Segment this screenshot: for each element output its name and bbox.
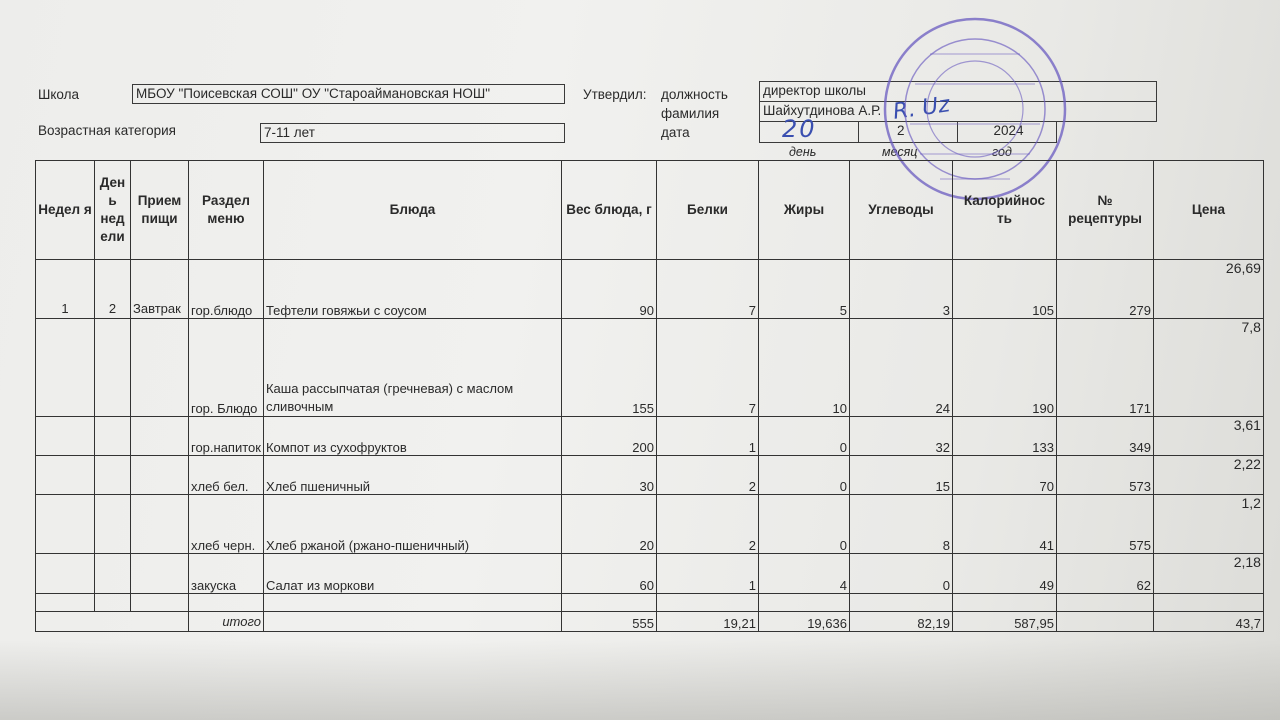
protein-cell: 2 bbox=[656, 456, 758, 495]
weight-cell: 155 bbox=[561, 319, 656, 417]
section-cell: закуска bbox=[189, 554, 264, 594]
fat-cell: 0 bbox=[758, 495, 849, 554]
protein-cell: 1 bbox=[656, 417, 758, 456]
col-header-protein: Белки bbox=[656, 161, 758, 260]
weight-cell: 60 bbox=[561, 554, 656, 594]
recipe-cell: 62 bbox=[1056, 554, 1153, 594]
price-cell: 2,22 bbox=[1153, 456, 1263, 495]
total-fat: 19,636 bbox=[758, 612, 849, 632]
price-cell: 2,18 bbox=[1153, 554, 1263, 594]
col-header-carbs: Углеводы bbox=[849, 161, 952, 260]
carbs-cell: 24 bbox=[849, 319, 952, 417]
approved-label: Утвердил: bbox=[583, 87, 647, 102]
signature: R. Uz bbox=[891, 92, 952, 125]
protein-cell: 7 bbox=[656, 319, 758, 417]
surname-value: Шайхутдинова А.Р. bbox=[759, 101, 1157, 122]
age-value: 7-11 лет bbox=[260, 123, 565, 143]
table-row bbox=[36, 319, 1264, 417]
date-day-handwritten: 20 bbox=[782, 115, 817, 143]
carbs-cell: 32 bbox=[849, 417, 952, 456]
bottom-shadow bbox=[0, 640, 1280, 720]
recipe-cell: 575 bbox=[1056, 495, 1153, 554]
position-value: директор школы bbox=[759, 81, 1157, 102]
weight-cell: 20 bbox=[561, 495, 656, 554]
col-header-section: Раздел меню bbox=[189, 161, 264, 260]
col-header-day: Ден ь нед ели bbox=[95, 161, 131, 260]
total-label: итого bbox=[189, 612, 264, 632]
surname-label: фамилия bbox=[661, 106, 720, 121]
col-header-meal: Прием пищи bbox=[131, 161, 189, 260]
table-spacer-row bbox=[36, 594, 1264, 612]
col-header-recipe: № рецептуры bbox=[1056, 161, 1153, 260]
month-caption: месяц bbox=[882, 145, 918, 159]
table-row bbox=[36, 495, 1264, 554]
total-carbs: 82,19 bbox=[849, 612, 952, 632]
carbs-cell: 0 bbox=[849, 554, 952, 594]
age-label: Возрастная категория bbox=[38, 123, 176, 138]
date-month: 2 bbox=[858, 121, 958, 143]
school-label: Школа bbox=[38, 87, 80, 102]
total-row bbox=[36, 612, 1264, 632]
section-cell: гор. Блюдо bbox=[189, 319, 264, 417]
date-year: 2024 bbox=[957, 121, 1057, 143]
fat-cell: 0 bbox=[758, 417, 849, 456]
dish-cell: Компот из сухофруктов bbox=[263, 417, 561, 456]
carbs-cell: 8 bbox=[849, 495, 952, 554]
col-header-fat: Жиры bbox=[758, 161, 849, 260]
day-caption: день bbox=[789, 145, 817, 159]
recipe-cell: 279 bbox=[1056, 260, 1153, 319]
table-header-row bbox=[36, 161, 1264, 260]
week-cell: 1 bbox=[36, 260, 95, 319]
protein-cell: 7 bbox=[656, 260, 758, 319]
dish-cell: Хлеб пшеничный bbox=[263, 456, 561, 495]
position-label: должность bbox=[661, 87, 728, 102]
recipe-cell: 573 bbox=[1056, 456, 1153, 495]
total-weight: 555 bbox=[561, 612, 656, 632]
total-protein: 19,21 bbox=[656, 612, 758, 632]
fat-cell: 5 bbox=[758, 260, 849, 319]
calories-cell: 49 bbox=[952, 554, 1056, 594]
calories-cell: 70 bbox=[952, 456, 1056, 495]
recipe-cell: 171 bbox=[1056, 319, 1153, 417]
day-cell: 2 bbox=[95, 260, 131, 319]
col-header-price: Цена bbox=[1153, 161, 1263, 260]
calories-cell: 41 bbox=[952, 495, 1056, 554]
table-row bbox=[36, 456, 1264, 495]
dish-cell: Каша рассыпчатая (гречневая) с маслом сливочным bbox=[263, 319, 561, 417]
dish-cell: Тефтели говяжьи с соусом bbox=[263, 260, 561, 319]
price-cell: 1,2 bbox=[1153, 495, 1263, 554]
menu-table bbox=[35, 160, 1264, 632]
carbs-cell: 15 bbox=[849, 456, 952, 495]
price-cell: 26,69 bbox=[1153, 260, 1263, 319]
meal-cell: Завтрак bbox=[131, 260, 189, 319]
total-price: 43,7 bbox=[1153, 612, 1263, 632]
weight-cell: 90 bbox=[561, 260, 656, 319]
section-cell: хлеб черн. bbox=[189, 495, 264, 554]
col-header-dish: Блюда bbox=[263, 161, 561, 260]
recipe-cell: 349 bbox=[1056, 417, 1153, 456]
protein-cell: 1 bbox=[656, 554, 758, 594]
section-cell: хлеб бел. bbox=[189, 456, 264, 495]
fat-cell: 4 bbox=[758, 554, 849, 594]
col-header-weight: Вес блюда, г bbox=[561, 161, 656, 260]
school-value: МБОУ "Поисевская СОШ" ОУ "Староаймановская НОШ" bbox=[132, 84, 565, 104]
col-header-calories: Калорийнос ть bbox=[952, 161, 1056, 260]
section-cell: гор.блюдо bbox=[189, 260, 264, 319]
dish-cell: Хлеб ржаной (ржано-пшеничный) bbox=[263, 495, 561, 554]
col-header-week: Недел я bbox=[36, 161, 95, 260]
table-row bbox=[36, 554, 1264, 594]
date-label: дата bbox=[661, 125, 690, 140]
fat-cell: 10 bbox=[758, 319, 849, 417]
table-row bbox=[36, 260, 1264, 319]
table-row bbox=[36, 417, 1264, 456]
fat-cell: 0 bbox=[758, 456, 849, 495]
protein-cell: 2 bbox=[656, 495, 758, 554]
dish-cell: Салат из моркови bbox=[263, 554, 561, 594]
price-cell: 3,61 bbox=[1153, 417, 1263, 456]
year-caption: год bbox=[992, 145, 1012, 159]
weight-cell: 200 bbox=[561, 417, 656, 456]
calories-cell: 133 bbox=[952, 417, 1056, 456]
section-cell: гор.напиток bbox=[189, 417, 264, 456]
calories-cell: 105 bbox=[952, 260, 1056, 319]
price-cell: 7,8 bbox=[1153, 319, 1263, 417]
calories-cell: 190 bbox=[952, 319, 1056, 417]
weight-cell: 30 bbox=[561, 456, 656, 495]
total-calories: 587,95 bbox=[952, 612, 1056, 632]
carbs-cell: 3 bbox=[849, 260, 952, 319]
